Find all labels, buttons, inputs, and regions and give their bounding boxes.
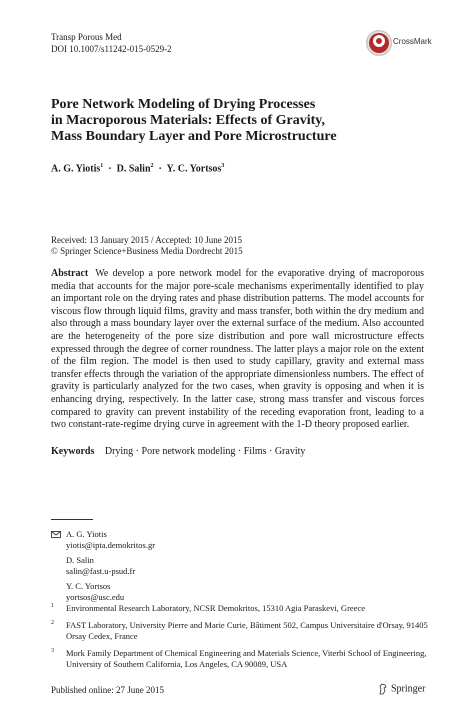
title-line-2: in Macroporous Materials: Effects of Gravity,	[51, 113, 325, 128]
publication-dates	[51, 235, 243, 257]
contact-name: A. G. Yiotis	[66, 529, 107, 539]
author: D. Salin	[116, 163, 151, 175]
abstract-label: Abstract	[51, 268, 89, 279]
contact-entry	[51, 555, 431, 577]
springer-horse-icon	[378, 683, 388, 695]
published-online: Published online: 27 June 2015	[51, 685, 164, 695]
affiliation-text: Environmental Research Laboratory, NCSR Demokritos, 15310 Agia Paraskevi, Greece	[66, 603, 365, 613]
contact-email[interactable]: salin@fast.u-psud.fr	[66, 566, 136, 576]
contact-entry	[51, 581, 431, 603]
affiliation-number: 3	[51, 648, 54, 654]
affiliation	[51, 620, 431, 642]
author-affil-ref: 3	[221, 163, 225, 169]
author-affil-ref: 1	[100, 163, 104, 169]
affiliation-number: 2	[51, 620, 54, 626]
journal-name: Transp Porous Med	[51, 32, 122, 42]
paper-title	[51, 97, 431, 145]
affiliation	[51, 648, 431, 670]
crossmark-badge[interactable]	[366, 30, 448, 56]
envelope-icon	[51, 531, 61, 538]
contact-name: Y. C. Yortsos	[66, 581, 111, 591]
affiliation	[51, 603, 431, 614]
author: A. G. Yiotis	[51, 163, 101, 175]
crossmark-label: CrossMark	[393, 37, 432, 46]
title-line-3: Mass Boundary Layer and Pore Microstructure	[51, 129, 337, 144]
affiliation-text: FAST Laboratory, University Pierre and Marie Curie, Bâtiment 502, Campus Universitaire d'Orsay, 91405 Orsay Cedex, France	[66, 620, 428, 641]
copyright: © Springer Science+Business Media Dordrecht 2015	[51, 246, 243, 256]
abstract-text: We develop a pore network model for the evaporative drying of macroporous media that accounts for the major pore-scale mechanisms experimentally identified to play an important role on the drying rates and phase distribution patterns. The model accounts for viscous flow through liquid films, gravity and mass transfer, both within the dry medium and also through a mass boundary layer over the external surface of the medium. Also accounted are the heterogeneity of the pore size distribution and pore wall microstructure effects expressed through the degree of corner roundness. The latter plays a major role on the extent of the film region. The model is then used to study capillary, gravity and external mass transfer effects through the variation of the appropriate dimensionless numbers. The effect of gravity is particularly analyzed for the two cases, when gravity is opposing and when it is enhancing drying, respectively. In the latter case, strong mass transfer and viscous forces compared to gravity can prevent instability of the receding evaporation front, leading to a two constant-rate-regime drying curve in agreement with the 1-D theory proposed earlier.	[51, 268, 424, 431]
keywords-text: Drying · Pore network modeling · Films · Gravity	[104, 446, 306, 457]
contact-list	[51, 529, 431, 607]
affiliation-list	[51, 603, 431, 676]
springer-label: Springer	[391, 683, 426, 695]
contact-email[interactable]: yiotis@ipta.demokritos.gr	[66, 540, 156, 550]
keywords	[51, 446, 305, 457]
contact-email[interactable]: yortsos@usc.edu	[66, 592, 125, 602]
springer-logo	[378, 683, 425, 695]
title-line-1: Pore Network Modeling of Drying Processes	[51, 97, 316, 112]
crossmark-icon	[366, 30, 392, 56]
author-separator: ·	[108, 163, 112, 175]
author: Y. C. Yortsos	[166, 163, 222, 175]
keywords-label: Keywords	[51, 446, 95, 457]
journal-header	[51, 31, 172, 55]
contact-entry	[51, 529, 431, 551]
author-separator: ·	[158, 163, 162, 175]
received-accepted: Received: 13 January 2015 / Accepted: 10 June 2015	[51, 235, 242, 245]
contact-name: D. Salin	[66, 555, 94, 565]
author-list	[51, 163, 224, 174]
affiliation-number: 1	[51, 603, 54, 609]
affiliation-text: Mork Family Department of Chemical Engineering and Materials Science, Viterbi School of Engineering, University of Southern California, Los Angeles, CA 90089, USA	[66, 648, 427, 669]
abstract	[51, 268, 424, 432]
footnote-rule	[51, 519, 93, 520]
doi[interactable]: DOI 10.1007/s11242-015-0529-2	[51, 44, 172, 54]
author-affil-ref: 2	[150, 163, 154, 169]
